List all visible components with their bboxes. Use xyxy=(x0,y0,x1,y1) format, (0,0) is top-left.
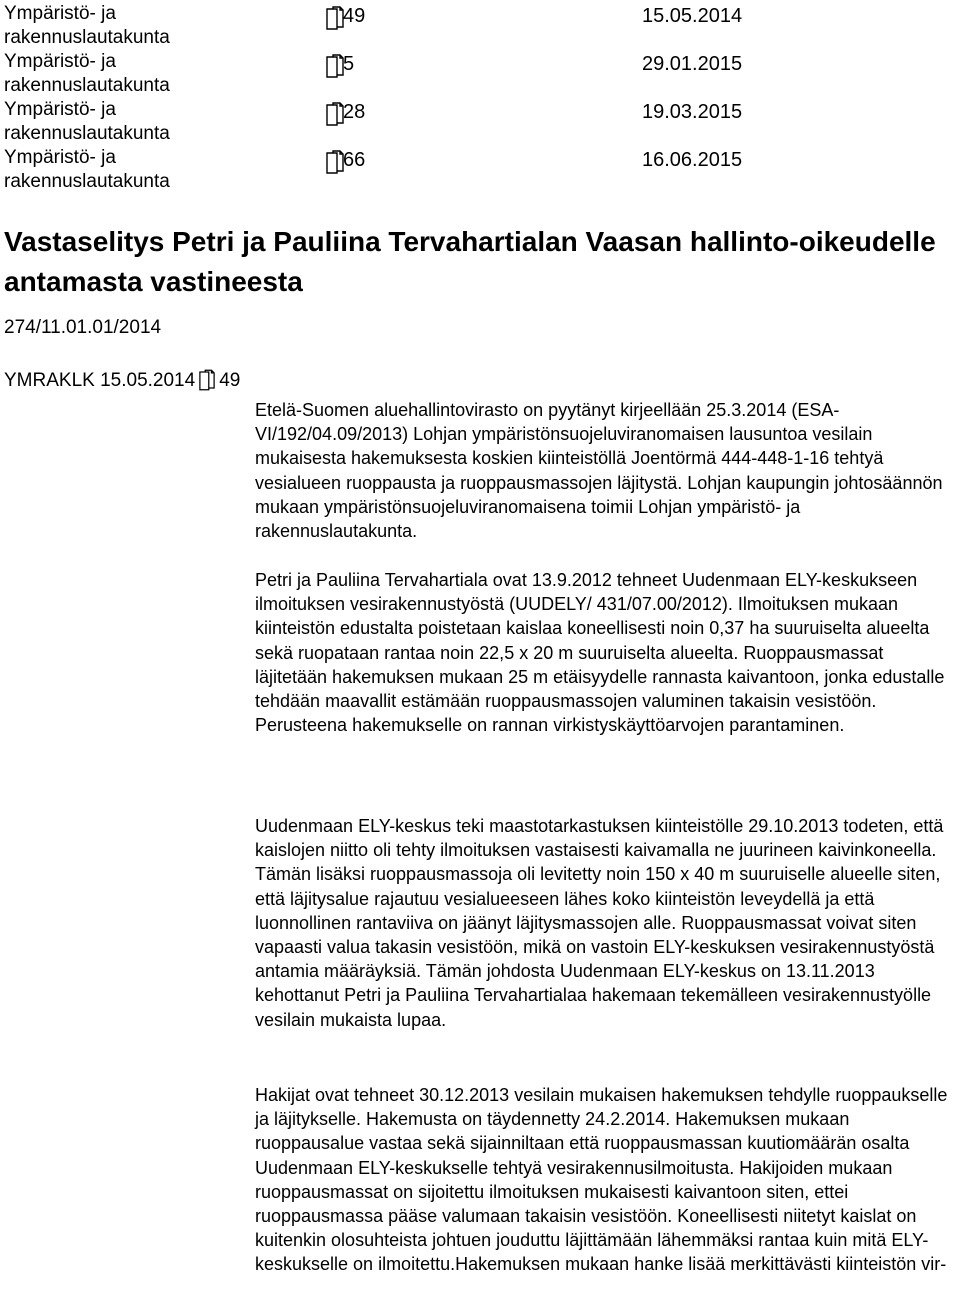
meeting-number: 49 xyxy=(219,370,241,391)
document-pages-icon xyxy=(326,102,344,126)
history-row xyxy=(0,98,960,146)
body-paragraph: Hakijat ovat tehneet 30.12.2013 vesilain mukaisen hakemuksen tehdylle ruoppaukselle ja läjitykselle. Hakemusta on täydennetty 24.2.2014. Hakemuksen mukaan ruoppausalue vastaa sekä sijainniltaan että ruoppausmassan kuutiomäärän osalta Uudenmaan ELY-keskukselle tehtyä vesirakennusilmoitusta. Hakijoiden mukaan ruoppausmassat on sijoitettu ilmoituksen mukaisesti kaivantoon siten, ettei ruoppausmassa pääse valumaan takaisin vesistöön. Koneellisesti niitetyt kaislat on kuitenkin olosuhteista johtuen jouduttu läjittämään lähemmäksi rantaa kuin mitä ELY-keskukselle on ilmoitettu.Hakemuksen mukaan hanke lisää merkittävästi kiinteistön vir- xyxy=(255,1085,948,1275)
history-org: Ympäristö- ja rakennuslautakunta xyxy=(4,51,170,96)
body-paragraph: Etelä-Suomen aluehallintovirasto on pyytänyt kirjeellään 25.3.2014 (ESA-VI/192/04.09/2013) Lohjan ympäristönsuojeluviranomaisen lausuntoa vesilain mukaisesta hakemuksesta koskien kiinteistöllä Joentörmä 444-448-1-16 tehtyä vesialueen ruoppausta ja ruoppausmassojen läjitystä. Lohjan kaupungin johtosäännön mukaan ympäristönsuojeluviranomaisena toimii Lohjan ympäristö- ja rakennuslautakunta. xyxy=(255,400,943,542)
document-pages-icon xyxy=(326,150,344,174)
document-pages-icon xyxy=(199,369,215,391)
body-paragraph: Petri ja Pauliina Tervahartiala ovat 13.9.2012 tehneet Uudenmaan ELY-keskukseen ilmoituksen vesirakennustyöstä (UUDELY/ 431/07.00/2012). Ilmoituksen mukaan kiinteistön edustalta poistetaan kaislaa koneellisesti noin 0,37 ha suuruiselta alueelta sekä ruopataan rantaa noin 22,5 x 20 m suuruiselta alueelta. Ruoppausmassat läjitetään hakemuksen mukaan 25 m etäisyydelle rannasta kaivantoon, jonka edustalle tehdään maavallit estämään ruoppausmassojen valuminen takaisin vesistöön. Perusteena hakemukselle on rannan virkistyskäyttöarvojen parantaminen. xyxy=(255,570,945,736)
history-date: 29.01.2015 xyxy=(642,53,743,75)
history-row xyxy=(0,50,960,98)
meeting-reference xyxy=(4,369,904,395)
meeting-label: YMRAKLK 15.05.2014 xyxy=(4,370,196,391)
body-paragraph: Uudenmaan ELY-keskus teki maastotarkastuksen kiinteistölle 29.10.2013 todeten, että kaislojen niitto oli tehty ilmoituksen vastaisesti kaivamalla ne juurineen kaivinkoneella. Tämän lisäksi ruoppausmassoja oli levitetty noin 150 x 40 m suuruiselle alueelle siten, että läjitysalue rajautuu vesialueeseen lähes koko kiinteistön leveydellä ja että luonnollinen rantaviiva on jäänyt läjitysmassojen alle. Ruoppausmassat voivat siten vapaasti valua takasin vesistöön, mikä on vastoin ELY-keskuksen vesirakennustyöstä antamia määräyksiä. Tämän johdosta Uudenmaan ELY-keskus on 13.11.2013 kehottanut Petri ja Pauliina Tervahartialaa hakemaan tekemälleen vesirakennustyölle vesilain mukaista lupaa. xyxy=(255,816,944,1030)
history-row xyxy=(0,2,960,50)
history-org: Ympäristö- ja rakennuslautakunta xyxy=(4,99,170,144)
document-pages-icon xyxy=(326,54,344,78)
history-number: 66 xyxy=(343,149,366,171)
history-date: 15.05.2014 xyxy=(642,5,743,27)
history-number: 5 xyxy=(343,53,355,75)
history-date: 16.06.2015 xyxy=(642,149,743,171)
diary-number: 274/11.01.01/2014 xyxy=(4,317,162,338)
history-number: 49 xyxy=(343,5,366,27)
history-row xyxy=(0,146,960,194)
history-number: 28 xyxy=(343,101,366,123)
section-heading: Vastaselitys Petri ja Pauliina Tervahartialan Vaasan hallinto-oikeudelle antamasta vastineesta xyxy=(4,226,936,297)
history-org: Ympäristö- ja rakennuslautakunta xyxy=(4,147,170,192)
history-date: 19.03.2015 xyxy=(642,101,743,123)
history-org: Ympäristö- ja rakennuslautakunta xyxy=(4,3,170,48)
document-pages-icon xyxy=(326,6,344,30)
